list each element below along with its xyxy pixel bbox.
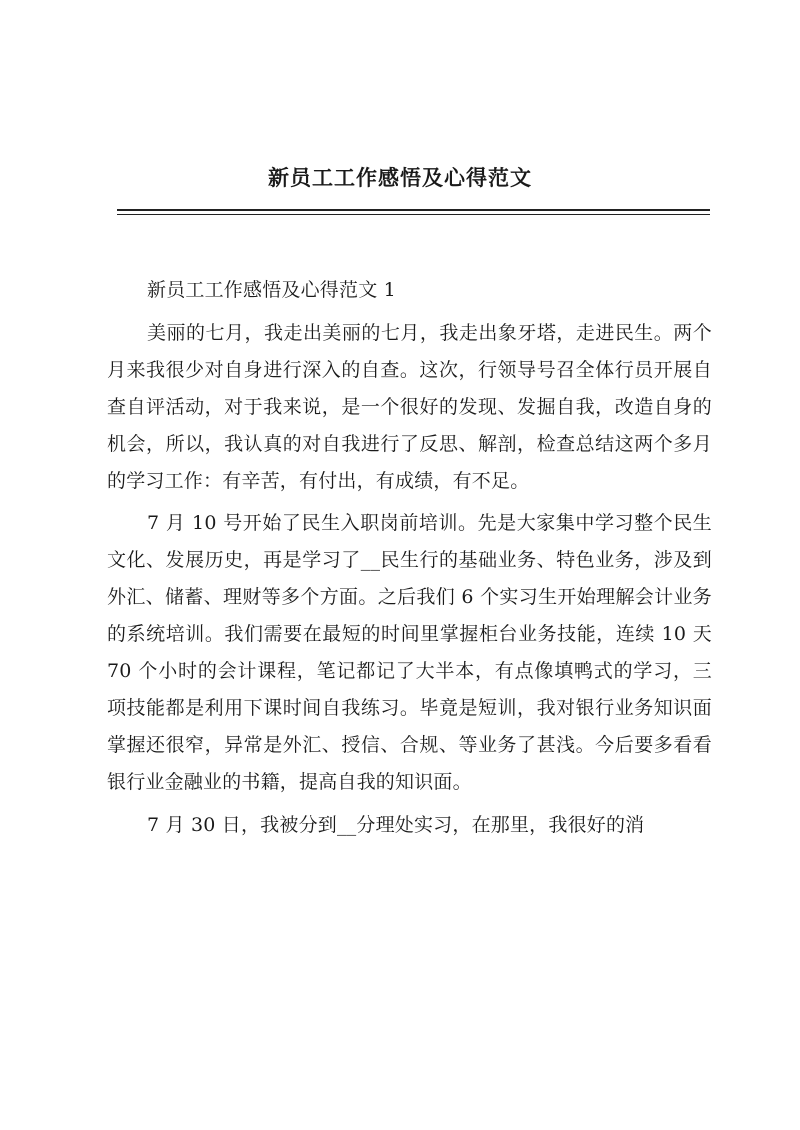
document-title: 新员工工作感悟及心得范文 [268,165,532,190]
title-divider-thin [117,214,710,215]
section-heading: 新员工工作感悟及心得范文 1 [147,279,396,301]
paragraph-2: 7 月 10 号开始了民生入职岗前培训。先是大家集中学习整个民生文化、发展历史，再是学习了__民生行的基础业务、特色业务，涉及到外汇、储蓄、理财等多个方面。之后我们 6 个实习生开始理解会计业务的系统培训。我们需要在最短的时间里掌握柜台业务技能，连续 10 天 70 个小时的会计课程，笔记都记了大半本，有点像填鸭式的学习，三项技能都是利用下课时间自我练习。毕竟是短训，我对银行业务知识面掌握还很窄，异常是外汇、授信、合规、等业务了甚浅。今后要多看看银行业金融业的书籍，提高自我的知识面。 [107,512,712,793]
title-divider-thick [117,209,710,211]
paragraph-1: 美丽的七月，我走出美丽的七月，我走出象牙塔，走进民生。两个月来我很少对自身进行深入的自查。这次，行领导号召全体行员开展自查自评活动，对于我来说，是一个很好的发现、发掘自我，改造自身的机会，所以，我认真的对自我进行了反思、解剖，检查总结这两个多月的学习工作：有辛苦，有付出，有成绩，有不足。 [107,321,712,492]
document-body [107,272,712,844]
paragraph-3: 7 月 30 日，我被分到__分理处实习，在那里，我很好的消 [147,813,645,836]
